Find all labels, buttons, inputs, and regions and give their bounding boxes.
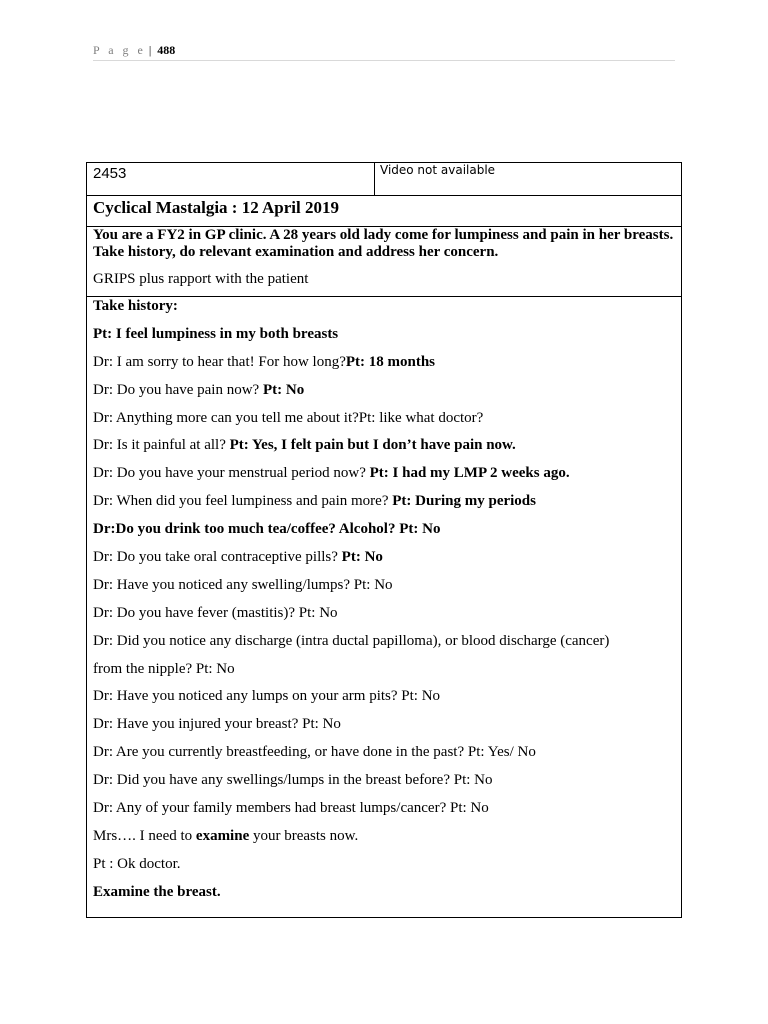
line-text: Dr: Have you noticed any swelling/lumps? Pt: No xyxy=(93,576,393,593)
dialogue-line xyxy=(93,297,675,325)
dialogue-section xyxy=(87,297,681,917)
dialogue-line xyxy=(93,743,675,771)
dialogue-line xyxy=(93,576,675,604)
scenario-block xyxy=(87,227,681,297)
dialogue-line xyxy=(93,771,675,799)
line-text: Dr: Are you currently breastfeeding, or have done in the past? Pt: Yes/ No xyxy=(93,744,536,761)
line-bold-text: Pt: Yes, I felt pain but I don’t have pain now. xyxy=(229,437,516,454)
line-bold-text: Pt: 18 months xyxy=(345,353,436,370)
dialogue-line xyxy=(93,409,675,437)
line-bold-text: Dr:Do you drink too much tea/coffee? Alcohol? Pt: No xyxy=(93,521,441,538)
dialogue-line xyxy=(93,827,675,855)
line-text: Dr: Do you have fever (mastitis)? Pt: No xyxy=(93,604,338,621)
line-bold-text: Pt: I had my LMP 2 weeks ago. xyxy=(369,465,570,482)
line-bold-text: Pt: No xyxy=(341,549,383,566)
dialogue-line xyxy=(93,325,675,353)
line-text: Dr: Anything more can you tell me about it?Pt: like what doctor? xyxy=(93,409,484,426)
dialogue-line xyxy=(93,687,675,715)
dialogue-line xyxy=(93,492,675,520)
page-number: 488 xyxy=(157,43,176,57)
line-text: Dr: Do you take oral contraceptive pills? xyxy=(93,549,342,566)
case-header-row xyxy=(87,163,681,196)
line-bold-text: Pt: I feel lumpiness in my both breasts xyxy=(93,325,339,342)
line-bold-text: Pt: During my periods xyxy=(392,493,536,510)
line-text: from the nipple? Pt: No xyxy=(93,660,235,677)
scenario-task: You are a FY2 in GP clinic. A 28 years old lady come for lumpiness and pain in her breasts. Take history, do relevant examination and address her concern. xyxy=(93,227,674,260)
page-label: P a g e xyxy=(93,43,146,57)
case-title: Cyclical Mastalgia : 12 April 2019 xyxy=(87,196,681,227)
line-text: Dr: I am sorry to hear that! For how long? xyxy=(93,353,346,370)
dialogue-line xyxy=(93,464,675,492)
dialogue-line xyxy=(93,883,675,911)
dialogue-line xyxy=(93,799,675,827)
page-separator: | xyxy=(148,43,152,57)
line-text: Pt : Ok doctor. xyxy=(93,855,181,872)
line-text: Dr: Have you noticed any lumps on your arm pits? Pt: No xyxy=(93,688,441,705)
case-table xyxy=(86,162,682,918)
dialogue-line xyxy=(93,548,675,576)
line-text-after: your breasts now. xyxy=(249,827,359,844)
line-text: Dr: Have you injured your breast? Pt: No xyxy=(93,716,341,733)
dialogue-line xyxy=(93,855,675,883)
line-text: Dr: Any of your family members had breast lumps/cancer? Pt: No xyxy=(93,800,489,817)
dialogue-line xyxy=(93,353,675,381)
line-text: Dr: Is it painful at all? xyxy=(93,437,230,454)
dialogue-line xyxy=(93,520,675,548)
line-bold-text: Take history: xyxy=(93,298,178,314)
line-text: Dr: Do you have your menstrual period now? xyxy=(93,465,370,482)
line-text: Dr: Did you have any swellings/lumps in the breast before? Pt: No xyxy=(93,772,493,789)
line-text: Mrs…. I need to xyxy=(93,827,196,844)
dialogue-line xyxy=(93,604,675,632)
line-text: Dr: When did you feel lumpiness and pain more? xyxy=(93,493,393,510)
case-id: 2453 xyxy=(87,163,375,195)
dialogue-line xyxy=(93,660,675,688)
line-bold-text: Pt: No xyxy=(262,381,305,398)
line-text: Dr: Do you have pain now? xyxy=(93,381,263,398)
line-bold-text: examine xyxy=(195,827,250,844)
dialogue-line xyxy=(93,715,675,743)
line-text: Dr: Did you notice any discharge (intra ductal papilloma), or blood discharge (cancer) xyxy=(93,632,610,649)
line-bold-text: Examine the breast. xyxy=(93,883,221,900)
video-note: Video not available xyxy=(380,163,496,177)
dialogue-line xyxy=(93,381,675,409)
dialogue-line xyxy=(93,436,675,464)
grips-note: GRIPS plus rapport with the patient xyxy=(93,271,309,287)
page-header xyxy=(93,42,675,61)
dialogue-line xyxy=(93,632,675,660)
